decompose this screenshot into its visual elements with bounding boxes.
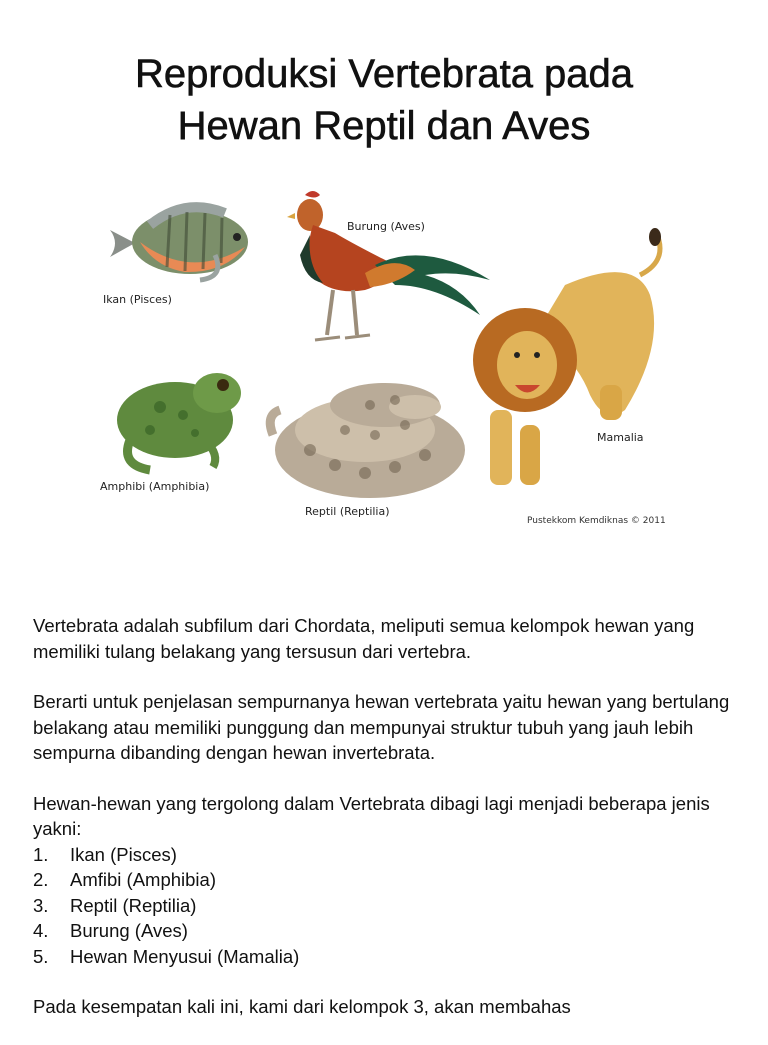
title-line-2: Hewan Reptil dan Aves (177, 104, 591, 148)
list-item (33, 893, 743, 919)
list-number: 5. (33, 945, 49, 967)
list-text: Hewan Menyusui (Mamalia) (70, 945, 300, 967)
paragraph-definition: Vertebrata adalah subfilum dari Chordata, meliputi semua kelompok hewan yang memiliki tulang belakang yang tersusun dari vertebra. (33, 615, 695, 662)
caption-mammal: Mamalia (597, 431, 644, 444)
caption-amphibian: Amphibi (Amphibia) (100, 480, 210, 493)
snake-illustration (270, 383, 465, 498)
caption-fish: Ikan (Pisces) (103, 293, 172, 306)
rooster-illustration (287, 191, 490, 340)
list-text: Ikan (Pisces) (70, 843, 177, 865)
list-number: 3. (33, 894, 49, 916)
caption-bird: Burung (Aves) (347, 220, 425, 233)
list-number: 1. (33, 843, 49, 865)
caption-reptile: Reptil (Reptilia) (305, 505, 390, 518)
body-text (33, 613, 743, 1045)
image-credit: Pustekkom Kemdiknas © 2011 (527, 516, 666, 526)
frog-illustration (117, 373, 241, 470)
vertebrate-list (33, 842, 743, 970)
lion-illustration (473, 228, 661, 485)
list-text: Burung (Aves) (70, 920, 188, 941)
list-text: Amfibi (Amphibia) (70, 869, 216, 890)
list-number: 2. (33, 869, 49, 890)
paragraph-classification: Hewan-hewan yang tergolong dalam Vertebrata dibagi lagi menjadi beberapa jenis yakni: (33, 792, 710, 839)
fish-illustration (110, 207, 248, 280)
list-text: Reptil (Reptilia) (70, 894, 197, 916)
vertebrate-illustration (95, 185, 695, 540)
list-item (33, 867, 743, 893)
list-item (33, 842, 743, 868)
paragraph-explanation: Berarti untuk penjelasan sempurnanya hewan vertebrata yaitu hewan yang bertulang belakang atau memiliki punggung dan mempunyai struktur tubuh yang jauh lebih sempurna dibanding dengan hewan invertebrata. (33, 691, 730, 763)
page-title (0, 48, 768, 152)
list-item (33, 944, 743, 970)
title-line-1: Reproduksi Vertebrata pada (134, 52, 634, 96)
list-item (33, 918, 743, 944)
paragraph-closing: Pada kesempatan kali ini, kami dari kelompok 3, akan membahas (33, 996, 571, 1017)
list-number: 4. (33, 920, 49, 941)
